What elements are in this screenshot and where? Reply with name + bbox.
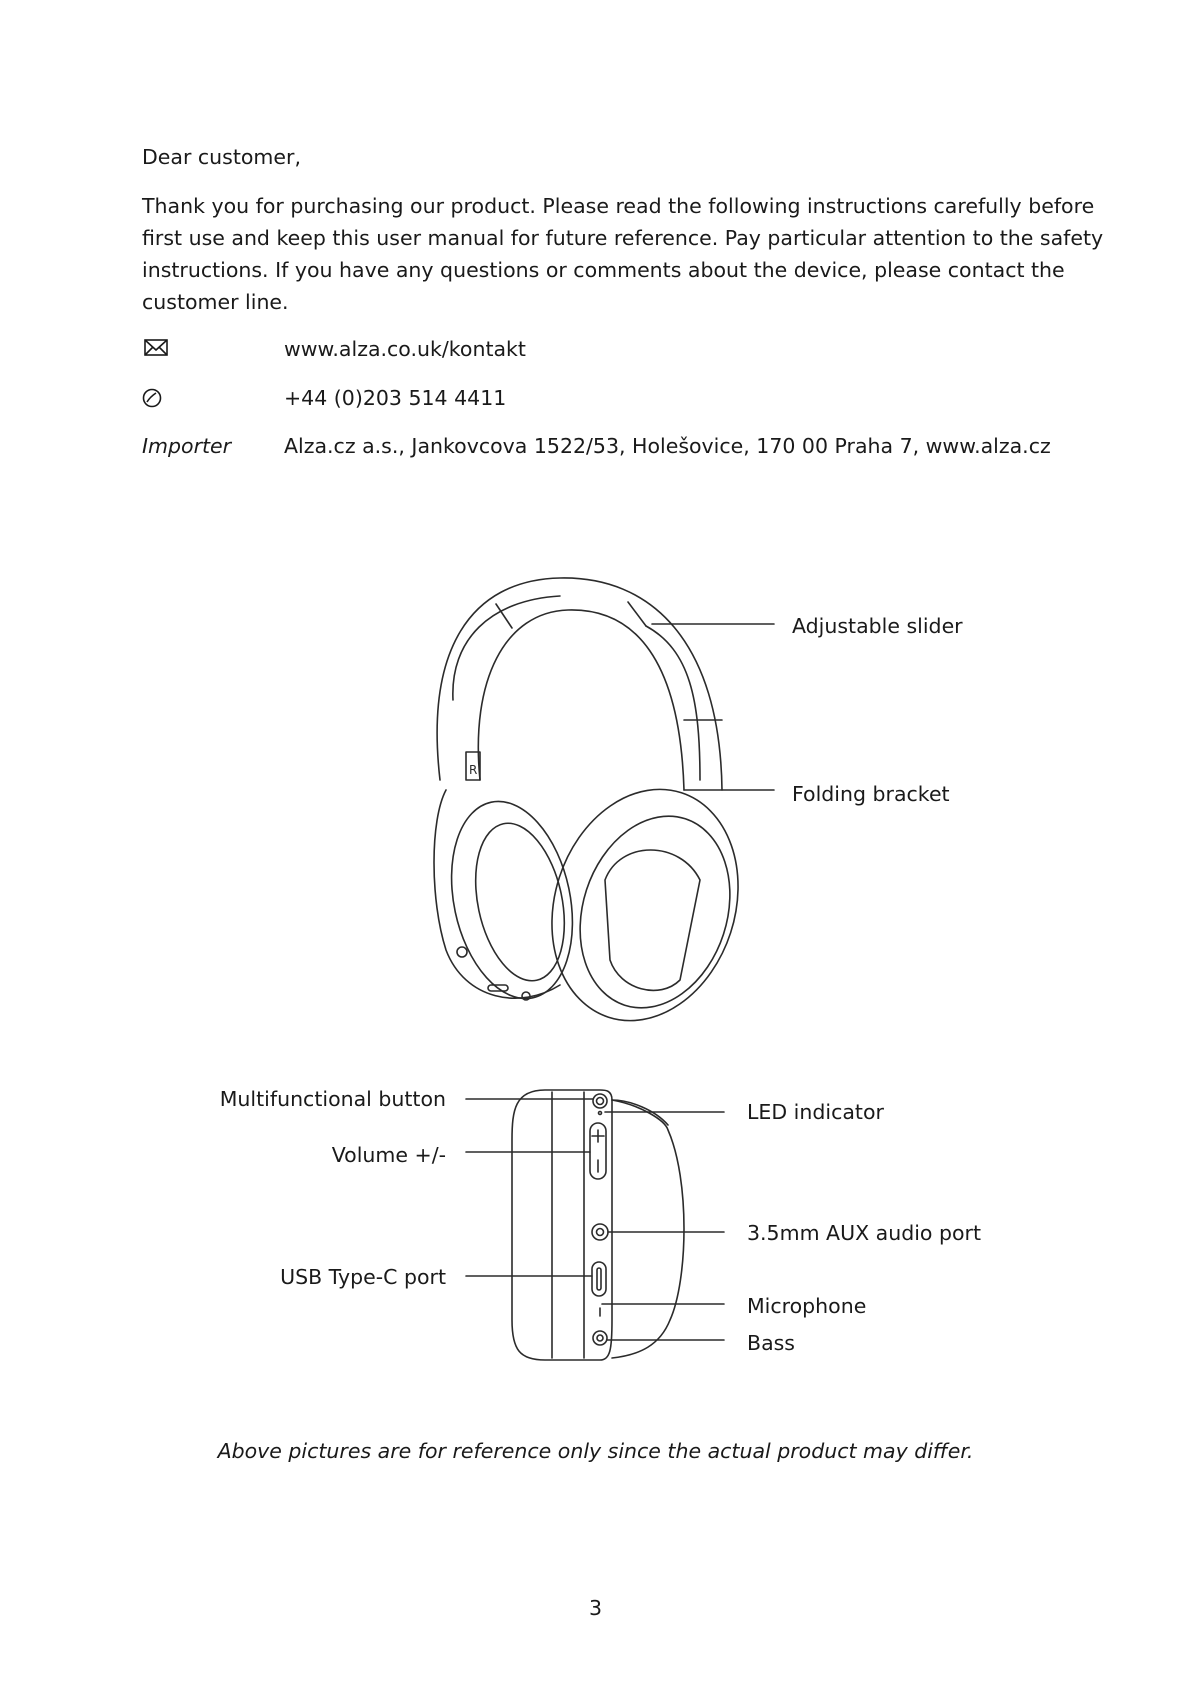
label-multifunctional-button: Multifunctional button	[219, 1087, 446, 1111]
label-usb-type-c: USB Type-C port	[280, 1265, 446, 1289]
importer-value: Alza.cz a.s., Jankovcova 1522/53, Holešovice, 170 00 Praha 7, www.alza.cz	[284, 434, 1051, 458]
intro-line: first use and keep this user manual for future reference. Pay particular attention to the safety	[142, 226, 1104, 250]
contact-phone[interactable]: +44 (0)203 514 4411	[284, 386, 507, 410]
importer-label: Importer	[142, 434, 232, 458]
label-bass: Bass	[747, 1331, 795, 1355]
disclaimer: Above pictures are for reference only since the actual product may differ.	[217, 1439, 974, 1463]
page-number: 3	[588, 1596, 603, 1620]
label-microphone: Microphone	[747, 1294, 867, 1318]
intro-line: Thank you for purchasing our product. Please read the following instructions carefully before	[142, 194, 1095, 218]
label-folding-bracket: Folding bracket	[792, 782, 950, 806]
intro-line: instructions. If you have any questions or comments about the device, please contact the	[142, 258, 1065, 282]
label-aux-port: 3.5mm AUX audio port	[747, 1221, 981, 1245]
svg-text:R: R	[469, 763, 478, 777]
label-volume: Volume +/-	[331, 1143, 446, 1167]
greeting: Dear customer,	[142, 145, 301, 169]
contact-email[interactable]: www.alza.co.uk/kontakt	[284, 337, 526, 361]
label-led-indicator: LED indicator	[747, 1100, 884, 1124]
label-adjustable-slider: Adjustable slider	[792, 614, 963, 638]
intro-line: customer line.	[142, 290, 289, 314]
